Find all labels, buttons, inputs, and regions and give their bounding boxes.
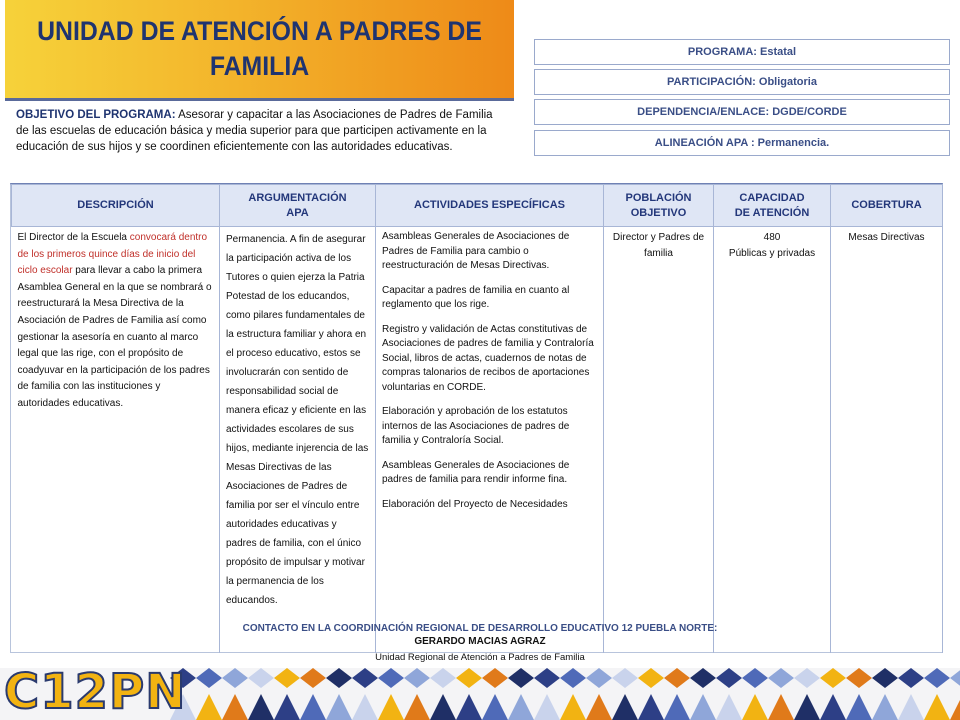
pattern-triangle	[612, 694, 638, 720]
tag-alineacion: ALINEACIÓN APA : Permanencia.	[534, 130, 950, 156]
pattern-triangle	[508, 694, 534, 720]
pattern-diamond	[950, 668, 960, 688]
cell-descripcion	[12, 227, 220, 653]
pattern-triangle	[846, 694, 872, 720]
pattern-diamond	[612, 668, 638, 688]
pattern-triangle	[560, 694, 586, 720]
page-title: UNIDAD DE ATENCIÓN A PADRES DE FAMILIA	[37, 16, 482, 81]
table-row	[12, 227, 943, 653]
contact-line: CONTACTO EN LA COORDINACIÓN REGIONAL DE DESARROLLO EDUCATIVO 12 PUEBLA NORTE:	[242, 623, 718, 634]
pattern-triangle	[898, 694, 924, 720]
program-objective	[16, 107, 496, 155]
pattern-triangle	[248, 694, 274, 720]
cell-argumentacion: Permanencia. A fin de asegurar la participación activa de los Tutores o quien ejerza la Patria Potestad de los educandos, como pilares fundamentales de la estructura familiar y ahora en el proceso educativo, estos se involucrarán con sentido de responsabilidad social de manera eficaz y eficiente en las actividades escolares de sus hijos, mediante injerencia de las Mesas Directivas de las Asociaciones de Padres de familia por ser el vínculo entre autoridades educativas y padres de familia, con el único propósito de impulsar y motivar la permanencia de los educandos.	[220, 227, 376, 653]
capacidad-type: Públicas y privadas	[728, 248, 816, 259]
pattern-triangle	[924, 694, 950, 720]
title-banner	[5, 0, 514, 101]
cell-actividades	[376, 227, 604, 653]
th-capacidad-line2: DE ATENCIÓN	[734, 206, 810, 219]
pattern-diamond	[560, 668, 586, 688]
pattern-diamond	[248, 668, 274, 688]
pattern-triangle	[326, 694, 352, 720]
pattern-diamond	[690, 668, 716, 688]
pattern-triangle	[768, 694, 794, 720]
pattern-diamond	[274, 668, 300, 688]
desc-highlight: convocará dentro de los primeros quince días de inicio del ciclo escolar	[17, 232, 208, 277]
pattern-triangle	[378, 694, 404, 720]
pattern-diamond	[638, 668, 664, 688]
pattern-triangle	[586, 694, 612, 720]
cell-capacidad	[714, 227, 831, 653]
pattern-triangle	[534, 694, 560, 720]
pattern-diamond	[404, 668, 430, 688]
pattern-triangle	[222, 694, 248, 720]
pattern-triangle	[794, 694, 820, 720]
pattern-triangle	[820, 694, 846, 720]
pattern-diamond	[664, 668, 690, 688]
pattern-triangle	[742, 694, 768, 720]
c12pn-logo: C12PN	[4, 664, 187, 720]
pattern-diamond	[378, 668, 404, 688]
program-table	[11, 184, 943, 653]
pattern-diamond	[300, 668, 326, 688]
pattern-triangle	[638, 694, 664, 720]
pattern-diamond	[846, 668, 872, 688]
th-cobertura: COBERTURA	[831, 185, 943, 227]
pattern-triangle	[404, 694, 430, 720]
pattern-diamond	[716, 668, 742, 688]
pattern-triangle	[664, 694, 690, 720]
activity-item: Elaboración del Proyecto de Necesidades	[382, 498, 568, 510]
cell-cobertura: Mesas Directivas	[831, 227, 943, 653]
pattern-triangle	[196, 694, 222, 720]
th-poblacion-line1: POBLACIÓN	[625, 191, 692, 204]
pattern-diamond	[456, 668, 482, 688]
pattern-triangle	[352, 694, 378, 720]
pattern-triangle	[482, 694, 508, 720]
objective-text: Asesorar y capacitar a las Asociaciones de Padres de Familia de las escuelas de educación básica y media superior para que participen activamente en la educación de sus hijos y se coordinen eficientemente con las autoridades educativas.	[16, 109, 493, 153]
activity-item: Asambleas Generales de Asociaciones de Padres de Familia para cambio o reestructuración de Mesas Directivas.	[382, 231, 570, 271]
pattern-diamond	[222, 668, 248, 688]
pattern-diamond	[482, 668, 508, 688]
pattern-diamond	[768, 668, 794, 688]
pattern-diamond	[534, 668, 560, 688]
th-argumentacion-line1: ARGUMENTACIÓN	[248, 191, 347, 204]
activity-item: Registro y validación de Actas constitutivas de Asociaciones de padres de familia y Contraloría Social, libros de actas, cuadernos de notas de compras talonarios de recibos de aportaciones voluntarias en CORDE.	[382, 323, 594, 393]
pattern-diamond	[196, 668, 222, 688]
pattern-diamond	[742, 668, 768, 688]
pattern-diamond	[586, 668, 612, 688]
pattern-triangle	[690, 694, 716, 720]
activity-item: Capacitar a padres de familia en cuanto al reglamento que los rige.	[382, 284, 570, 310]
pattern-diamond	[352, 668, 378, 688]
th-actividades: ACTIVIDADES ESPECÍFICAS	[376, 185, 604, 227]
pattern-diamond	[924, 668, 950, 688]
capacidad-number: 480	[763, 232, 781, 243]
pattern-triangle	[716, 694, 742, 720]
pattern-diamond	[508, 668, 534, 688]
th-argumentacion-line2: APA	[286, 206, 309, 219]
activity-item: Elaboración y aprobación de los estatutos internos de las Asociaciones de padres de familia y Contraloría Social.	[382, 406, 570, 446]
pattern-diamond	[794, 668, 820, 688]
pattern-triangle	[950, 694, 960, 720]
pattern-diamond	[820, 668, 846, 688]
objective-label: OBJETIVO DEL PROGRAMA:	[16, 109, 176, 121]
cell-poblacion: Director y Padres de familia	[604, 227, 714, 653]
pattern-triangle	[430, 694, 456, 720]
unit-name: Unidad Regional de Atención a Padres de Familia	[375, 652, 585, 663]
th-argumentacion	[220, 185, 376, 227]
pattern-diamond	[898, 668, 924, 688]
desc-part-b: para llevar a cabo la primera Asamblea General en la que se nombrará o reestructurará la Mesa Directiva de la Asociación de Padres de Familia así como gestionar la asesoría en cuanto al marco legal que las rige, con el propósito de coadyuvar en la participación de los padres de familia con las instituciones y autoridades educativas.	[17, 265, 212, 409]
tag-participacion: PARTICIPACIÓN: Obligatoria	[534, 69, 950, 95]
activity-item: Asambleas Generales de Asociaciones de padres de familia para rendir informe fina.	[382, 459, 570, 485]
th-poblacion	[604, 185, 714, 227]
pattern-triangle	[274, 694, 300, 720]
contact-name: GERARDO MACIAS AGRAZ	[414, 636, 546, 647]
pattern-diamond	[872, 668, 898, 688]
th-capacidad-line1: CAPACIDAD	[739, 191, 805, 204]
desc-part-a: El Director de la Escuela	[17, 232, 130, 243]
th-capacidad	[714, 185, 831, 227]
tag-dependencia: DEPENDENCIA/ENLACE: DGDE/CORDE	[534, 99, 950, 125]
tag-programa: PROGRAMA: Estatal	[534, 39, 950, 65]
pattern-triangle	[456, 694, 482, 720]
table-header-row	[12, 185, 943, 227]
pattern-diamond	[430, 668, 456, 688]
th-descripcion: DESCRIPCIÓN	[12, 185, 220, 227]
pattern-diamond	[326, 668, 352, 688]
th-poblacion-line2: OBJETIVO	[630, 206, 687, 219]
pattern-triangle	[300, 694, 326, 720]
pattern-triangle	[872, 694, 898, 720]
